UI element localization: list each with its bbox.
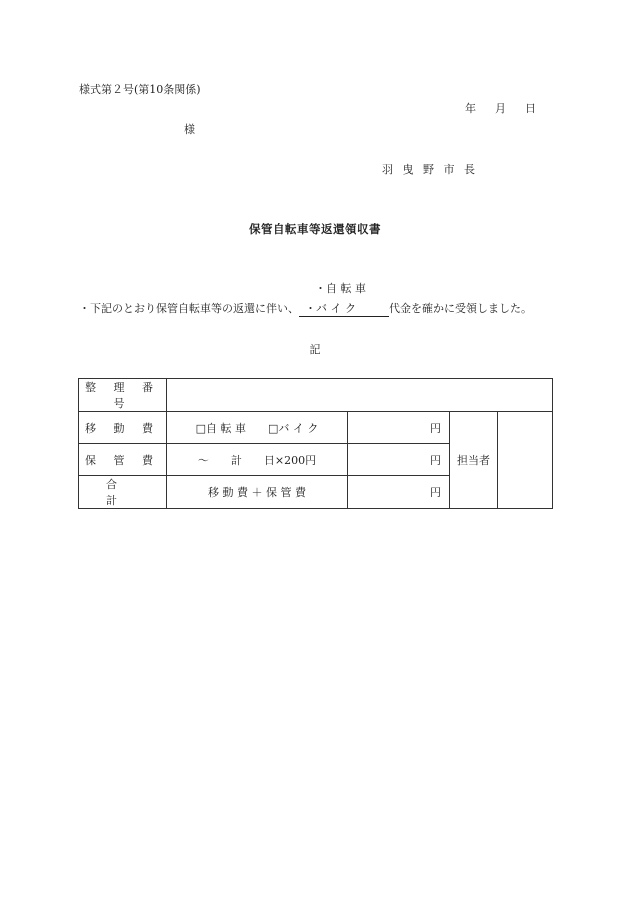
ido-hi-detail: □自 転 車 □バ イ ク bbox=[167, 412, 348, 444]
table-row bbox=[79, 379, 553, 412]
receipt-sentence bbox=[79, 302, 532, 317]
table-row bbox=[79, 412, 553, 444]
label-ido-hi: 移 動 費 bbox=[79, 412, 167, 444]
hokan-hi-detail: ～ 計 日×200円 bbox=[167, 444, 348, 476]
option-bike: ・バ イ ク bbox=[299, 302, 389, 317]
seiri-bango-value bbox=[167, 379, 553, 412]
hokan-hi-amount: 円 bbox=[348, 444, 450, 476]
sentence-suffix: 代金を確かに受領しました。 bbox=[389, 302, 532, 315]
ido-hi-amount: 円 bbox=[348, 412, 450, 444]
date-month: 月 bbox=[495, 102, 506, 115]
gokei-detail: 移 動 費 ＋ 保 管 費 bbox=[167, 476, 348, 509]
date-day: 日 bbox=[525, 102, 536, 115]
tanto-seal-box bbox=[498, 412, 553, 509]
form-number: 様式第２号(第10条関係) bbox=[79, 83, 201, 96]
ki-heading: 記 bbox=[309, 343, 321, 356]
tanto-label: 担当者 bbox=[450, 412, 498, 509]
date-year: 年 bbox=[465, 102, 476, 115]
date-line bbox=[465, 102, 536, 116]
receipt-table bbox=[78, 378, 553, 509]
addressee-suffix: 様 bbox=[184, 123, 195, 136]
label-seiri-bango: 整 理 番 号 bbox=[79, 379, 167, 412]
label-hokan-hi: 保 管 費 bbox=[79, 444, 167, 476]
page-title: 保管自転車等返還領収書 bbox=[249, 222, 381, 236]
gokei-amount: 円 bbox=[348, 476, 450, 509]
sentence-prefix: ・下記のとおり保管自転車等の返還に伴い、 bbox=[79, 302, 299, 315]
option-bicycle: ・自 転 車 bbox=[315, 282, 366, 295]
label-gokei: 合 計 bbox=[79, 476, 167, 509]
issuer: 羽 曳 野 市 長 bbox=[382, 163, 478, 176]
